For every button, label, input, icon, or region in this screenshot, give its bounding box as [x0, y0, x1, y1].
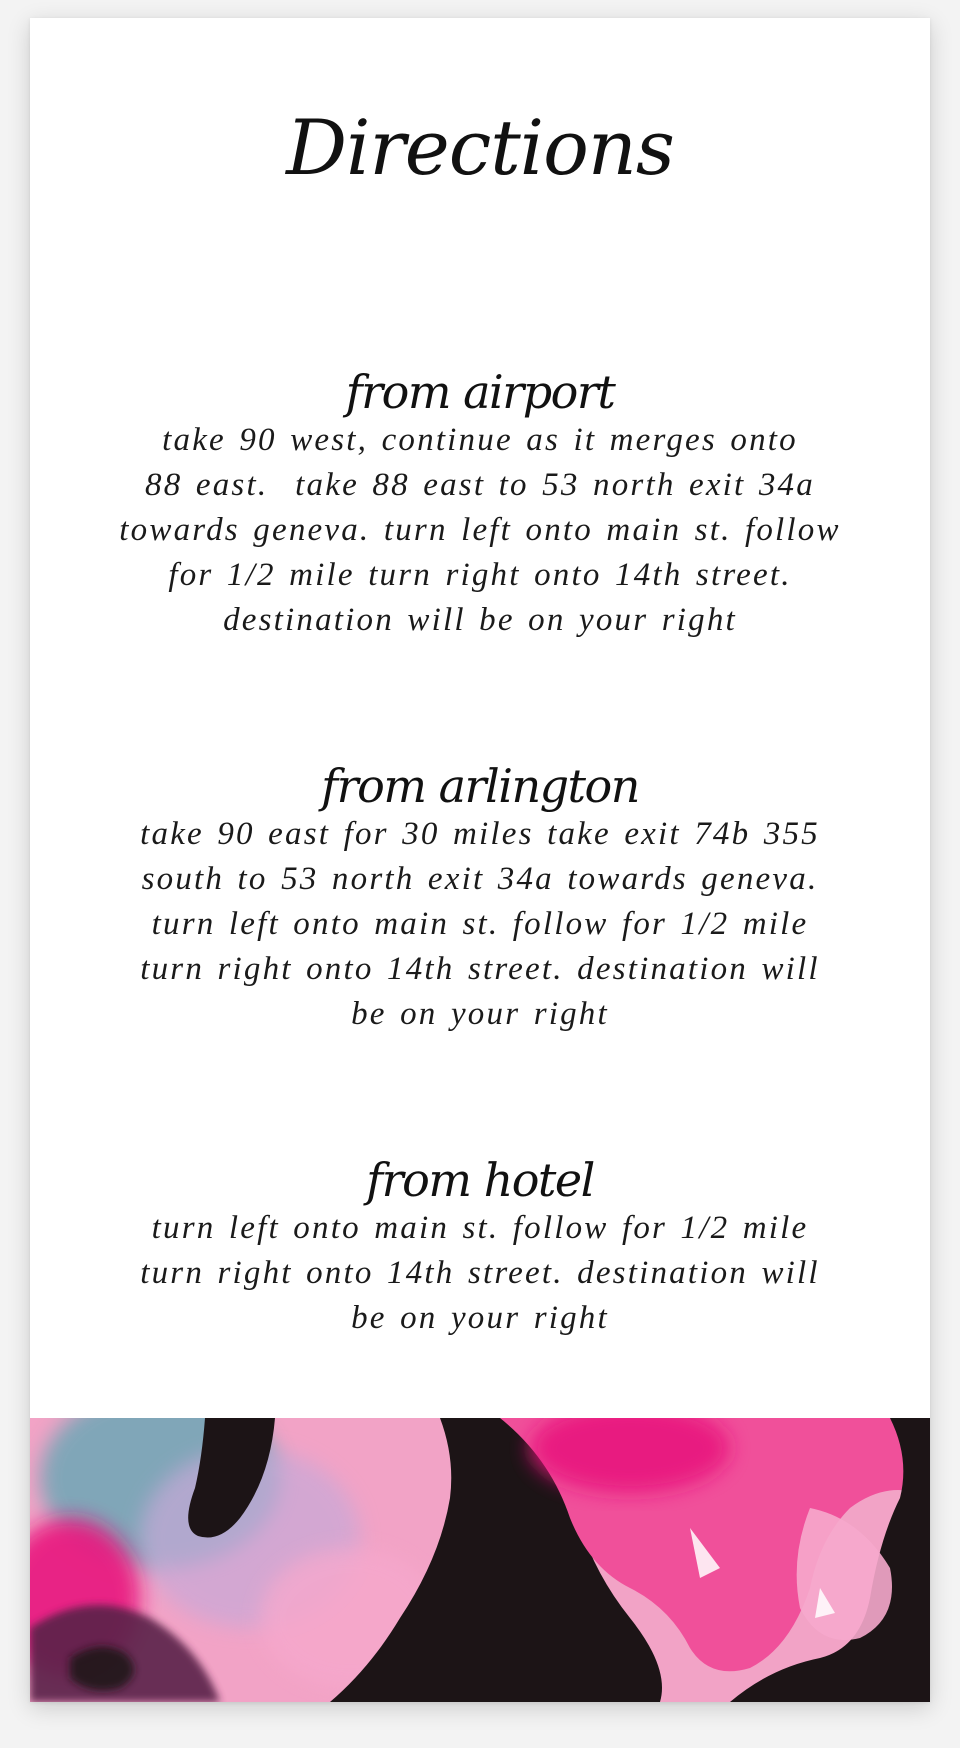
direction-line: be on your right	[351, 996, 609, 1032]
direction-line: take 90 east for 30 miles take exit 74b 355	[140, 816, 820, 852]
dark-spot	[70, 1647, 134, 1691]
section-body	[70, 1206, 890, 1341]
direction-line: 88 east. take 88 east to 53 north exit 34a	[145, 467, 815, 503]
direction-line: for 1/2 mile turn right onto 14th street.	[168, 557, 792, 593]
direction-line: take 90 west, continue as it merges onto	[162, 422, 798, 458]
direction-line: destination will be on your right	[223, 602, 737, 638]
direction-line: turn right onto 14th street. destination will	[140, 1255, 820, 1291]
direction-line: turn right onto 14th street. destination will	[140, 951, 820, 987]
directions-card	[30, 18, 930, 1702]
direction-line: turn left onto main st. follow for 1/2 mile	[151, 1210, 809, 1246]
section-heading: from airport	[345, 365, 615, 419]
direction-line: turn left onto main st. follow for 1/2 mile	[151, 906, 809, 942]
section-heading: from hotel	[366, 1153, 594, 1207]
section-from-hotel	[70, 1154, 890, 1341]
card-title: Directions	[286, 103, 674, 192]
section-body	[70, 812, 890, 1037]
section-from-arlington	[70, 760, 890, 1037]
section-from-airport	[70, 366, 890, 643]
direction-line: be on your right	[351, 1300, 609, 1336]
direction-line: south to 53 north exit 34a towards geneva.	[141, 861, 819, 897]
section-body	[70, 418, 890, 643]
section-heading: from arlington	[321, 759, 639, 813]
direction-line: towards geneva. turn left onto main st. follow	[119, 512, 841, 548]
watercolor-floral-band	[30, 1418, 930, 1702]
